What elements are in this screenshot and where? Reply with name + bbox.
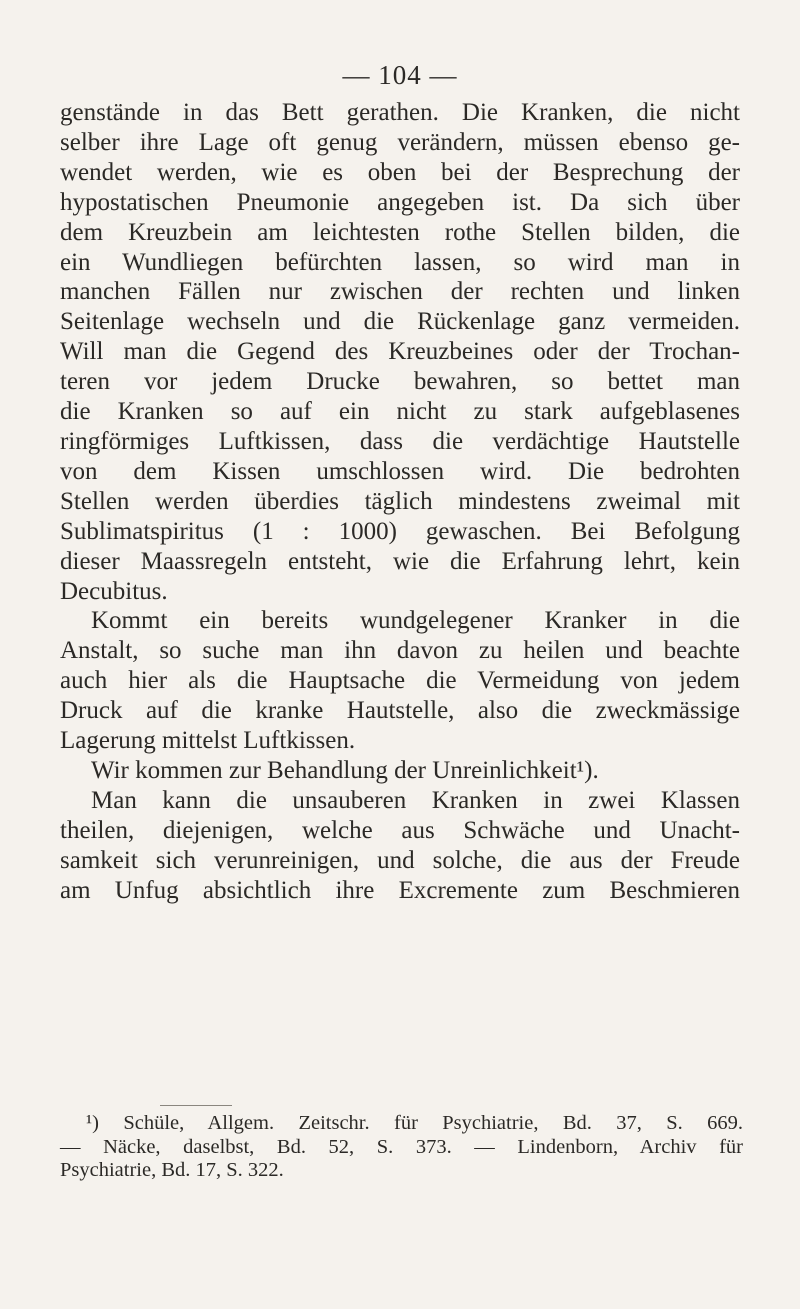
text-line: ringförmiges Luftkissen, dass die verdächtige Hautstelle [60,427,740,455]
text-line: samkeit sich verunreinigen, und solche, die aus der Freude [60,846,740,874]
paragraph-start-line: Man kann die unsauberen Kranken in zwei Klassen [91,786,740,814]
text-line: von dem Kissen umschlossen wird. Die bedrohten [60,457,740,485]
footnote-divider [160,1105,232,1106]
text-line: dieser Maassregeln entsteht, wie die Erfahrung lehrt, kein [60,547,740,575]
paragraph-end-line: Decubitus. [60,577,168,605]
footnote-line: Psychiatrie, Bd. 17, S. 322. [60,1159,284,1182]
text-line: genstände in das Bett gerathen. Die Kranken, die nicht [60,99,740,126]
text-line: wendet werden, wie es oben bei der Besprechung der [60,158,740,186]
text-line: Sublimatspiritus (1 : 1000) gewaschen. Bei Befolgung [60,517,740,545]
text-line: die Kranken so auf ein nicht zu stark aufgeblasenes [60,398,740,426]
text-line: dem Kreuzbein am leichtesten rothe Stellen bilden, die [60,218,740,246]
text-line: hypostatischen Pneumonie angegeben ist. Da sich über [60,188,740,216]
text-line: Anstalt, so suche man ihn davon zu heilen und beachte [60,637,740,665]
paragraph-start-line: Kommt ein bereits wundgelegener Kranker in die [91,607,740,635]
text-line: Seitenlage wechseln und die Rückenlage ganz vermeiden. [60,308,740,336]
text-line: auch hier als die Hauptsache die Vermeidung von jedem [60,667,740,695]
text-line: ein Wundliegen befürchten lassen, so wird man in [60,248,740,276]
page-number: — 104 — [342,60,458,90]
footnote-line: — Näcke, daselbst, Bd. 52, S. 373. — Lindenborn, Archiv für [60,1135,743,1158]
text-line: Stellen werden überdies täglich mindestens zweimal mit [60,487,740,515]
text-line: selber ihre Lage oft genug verändern, müssen ebenso ge- [60,128,740,156]
body-text [60,98,740,905]
text-line: teren vor jedem Drucke bewahren, so bettet man [60,368,740,396]
text-line: am Unfug absichtlich ihre Excremente zum Beschmieren [60,876,740,904]
paragraph-end-line: Lagerung mittelst Luftkissen. [60,727,356,755]
text-line: Druck auf die kranke Hautstelle, also die zweckmässige [60,697,740,725]
text-line: Will man die Gegend des Kreuzbeines oder der Trochan- [60,338,740,366]
text-line: theilen, diejenigen, welche aus Schwäche und Unacht- [60,816,740,844]
text-line: manchen Fällen nur zwischen der rechten und linken [60,278,740,306]
footnotes [60,1112,743,1183]
paragraph-start-line: Wir kommen zur Behandlung der Unreinlichkeit¹). [91,756,599,784]
footnote-line: ¹) Schüle, Allgem. Zeitschr. für Psychiatrie, Bd. 37, S. 669. [86,1112,743,1134]
